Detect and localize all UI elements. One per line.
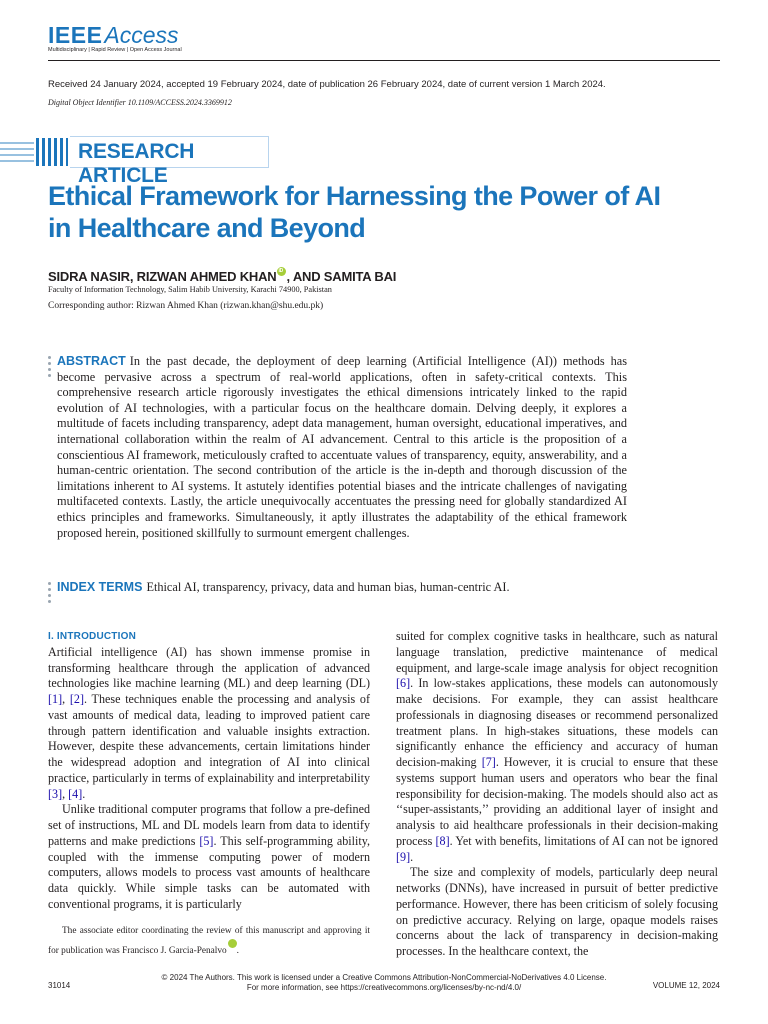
citation-link[interactable]: [1] — [48, 692, 63, 706]
license-line-2: For more information, see https://creativecommons.org/licenses/by-nc-nd/4.0/ — [246, 982, 522, 992]
intro-paragraph-1: Artificial intelligence (AI) has shown immense promise in transforming healthcare through the application of advanced technologies like machine learning (ML) and deep learning (DL) [1], [2]. These techniques enable the processing and analysis of vast amounts of medical data, leading to improved patient care through pattern identification and valuable insights extraction. However, despite these advancements, certain limitations hinder the widespread adoption and integration of AI into clinical practice, particularly in terms of explainability and interpretability [3], [4]. — [48, 644, 370, 801]
abstract — [57, 354, 627, 541]
citation-link[interactable]: [5] — [199, 833, 214, 848]
citation-link[interactable]: [7] — [481, 755, 496, 769]
index-terms — [57, 580, 627, 596]
banner-stripes-icon — [0, 134, 68, 170]
research-article-banner — [0, 134, 270, 187]
editor-footnote: The associate editor coordinating the review of this manuscript and approving it for publication was Francisco J. Garcia-PenalvoiD . — [48, 924, 370, 959]
abstract-text: In the past decade, the deployment of deep learning (Artificial Intelligence (AI)) methods has become pervasive across a spectrum of real-world applications, often in safety-critical contexts. This comprehensive research article rigorously investigates the ethical dimensions intricately linked to the rapid evolution of AI technologies, with a particular focus on the healthcare domain. Delving deeply, it explores a multitude of facets including transparency, adept data management, human oversight, educational imperatives, and international collaboration within the realm of AI advancement. Central to this article is the proposition of a conscientious AI framework, meticulously crafted to accentuate values of transparency, equity, answerability, and a human-centric orientation. The second contribution of the article is the in-depth and thorough discussion of the limitations inherent to AI systems. It astutely identifies potential biases and the intricate challenges of navigating multifaceted contexts. Lastly, the article unequivocally accentuates the pressing need for globally standardized AI ethics principles and frameworks. Simultaneously, it aptly illustrates the adaptability of the ethical framework proposed herein, positioned skillfully to surmount emergent challenges. — [57, 354, 627, 540]
citation-link[interactable]: [9] — [396, 849, 411, 864]
page-number: 31014 — [48, 981, 71, 990]
citation-link[interactable]: [2] — [69, 692, 84, 706]
license-notice — [48, 973, 720, 992]
logo-access: Access — [104, 22, 179, 48]
section-heading: I. INTRODUCTION — [48, 631, 136, 642]
intro-paragraph-2: Unlike traditional computer programs that follow a pre-defined set of instructions, ML and DL models learn from data to identify patterns and make predictions [5]. This self-programming ability, coupled with the immense computing power of modern computers, allows models to process vast amounts of healthcare data quickly. While simple tasks can be automated with conventional programs, it is particularly — [48, 802, 370, 911]
doi: Digital Object Identifier 10.1109/ACCESS.2024.3369912 — [48, 98, 232, 107]
authors-part2: , AND SAMITA BAI — [286, 269, 397, 284]
affiliation: Faculty of Information Technology, Salim Habib University, Karachi 74900, Pakistan — [48, 285, 332, 294]
right-column — [396, 629, 718, 960]
index-terms-label: INDEX TERMS — [57, 580, 143, 594]
index-terms-text: Ethical AI, transparency, privacy, data and human bias, human-centric AI. — [146, 580, 510, 594]
journal-logo — [48, 22, 182, 53]
paper-title: Ethical Framework for Harnessing the Power of AI in Healthcare and Beyond — [48, 181, 661, 243]
license-line-1: © 2024 The Authors. This work is licensed under a Creative Commons Attribution-NonCommercial-NoDerivatives 4.0 License. — [161, 973, 607, 982]
citation-link[interactable]: [6] — [396, 676, 411, 691]
corresponding-author: Corresponding author: Rizwan Ahmed Khan (rizwan.khan@shu.edu.pk) — [48, 301, 324, 311]
orcid-icon[interactable] — [228, 939, 237, 948]
page-footer — [48, 973, 720, 997]
citation-link[interactable]: [4] — [68, 786, 83, 801]
intro-paragraph-3: suited for complex cognitive tasks in healthcare, such as natural language translation, predictive maintenance of medical equipment, and large-scale image analysis for object recognition [6]. In low-stakes applications, these models can autonomously make decisions. For example, they can assist healthcare professionals in diagnosing diseases or recommend personalized treatment plans. In high-stakes situations, these models can significantly enhance the efficiency and accuracy of human decision-making [7]. However, it is crucial to ensure that these systems support human users and operators who bear the final responsibility for decision-making. The models should also act as ‘‘super-assistants,’’ providing an additional layer of insight and analysis to aid healthcare professionals in their decision-making process [8]. Yet with benefits, limitations of AI can not be ignored [9]. — [396, 629, 718, 864]
abstract-label: ABSTRACT — [57, 354, 126, 368]
citation-link[interactable]: [3] — [48, 786, 63, 801]
citation-link[interactable]: [8] — [435, 833, 450, 848]
footnote-text: The associate editor coordinating the review of this manuscript and approving it for publication was Francisco J. Garcia-Penalvo — [48, 926, 370, 956]
volume-info: VOLUME 12, 2024 — [652, 981, 720, 990]
banner-label: RESEARCH ARTICLE — [78, 140, 195, 187]
logo-subtitle: Multidisciplinary | Rapid Review | Open Access Journal — [48, 47, 182, 53]
header-divider — [48, 60, 720, 61]
index-terms-dots-icon — [48, 582, 52, 606]
logo-ieee: IEEE — [48, 22, 103, 48]
abstract-dots-icon — [48, 356, 52, 380]
left-column — [48, 629, 370, 913]
authors-part1: SIDRA NASIR, RIZWAN AHMED KHAN — [48, 269, 277, 284]
author-list — [48, 267, 396, 284]
intro-paragraph-4: The size and complexity of models, particularly deep neural networks (DNNs), have increased in pursuit of better predictive performance. However, there has been criticism of solely focusing on predictive accuracy. Relying on large, opaque models raises concerns about the lack of transparency in decision-making processes. In the healthcare context, the — [396, 865, 718, 958]
received-dates: Received 24 January 2024, accepted 19 February 2024, date of publication 26 February 2024, date of current version 1 March 2024. — [48, 79, 606, 90]
